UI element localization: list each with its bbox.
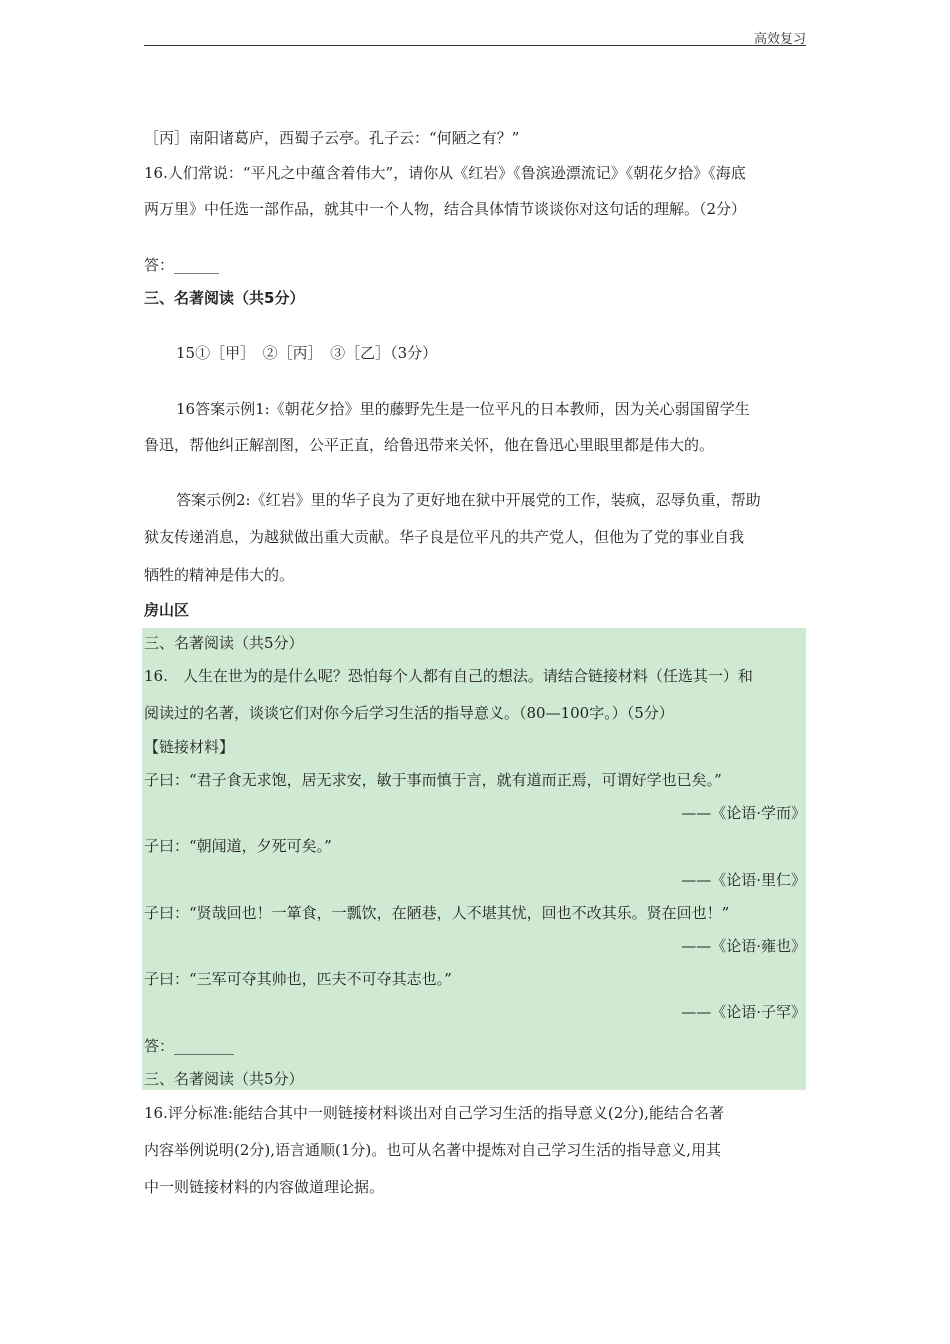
- answer-16-example-1-line-2: 鲁迅，帮他纠正解剖图，公平正直，给鲁迅带来关怀，他在鲁迅心里眼里都是伟大的。: [144, 436, 715, 454]
- question-16-line-2: 两万里》中任选一部作品，就其中一个人物，结合具体情节谈谈你对这句话的理解。（2分）: [144, 200, 747, 218]
- quote-text: 子曰：“贤哉回也！一箪食，一瓢饮，在陋巷，人不堪其忧，回也不改其乐。贤在回也！”: [144, 904, 730, 922]
- header-label: 高效复习: [753, 32, 806, 47]
- answer-15: 15①［甲］ ②［丙］ ③［乙］（3分）: [176, 344, 438, 362]
- band-answer-blank: 答：________: [144, 1037, 235, 1055]
- answer-16-example-2-line-1: 答案示例2:《红岩》里的华子良为了更好地在狱中开展党的工作，装疯，忍辱负重，帮助: [176, 491, 761, 509]
- question-16-line-1: 16.人们常说：“平凡之中蕴含着伟大”，请你从《红岩》《鲁滨逊漂流记》《朝花夕拾》《海底: [144, 164, 746, 182]
- answer-16-example-2-line-2: 狱友传递消息，为越狱做出重大贡献。华子良是位平凡的共产党人，但他为了党的事业自我: [144, 528, 745, 546]
- materials-label: 【链接材料】: [144, 738, 235, 756]
- header-rule: [144, 45, 806, 46]
- quote-text: 子曰：“三军可夺其帅也，匹夫不可夺其志也。”: [144, 970, 452, 988]
- section-title: 三、名著阅读（共5分）: [144, 289, 305, 307]
- prompt-line: ［丙］南阳诸葛庐，西蜀子云亭。孔子云：“何陋之有？”: [144, 129, 520, 147]
- quote-text: 子曰：“朝闻道，夕死可矣。”: [144, 837, 332, 855]
- quote-text: 子曰：“君子食无求饱，居无求安，敏于事而慎于言，就有道而正焉，可谓好学也已矣。”: [144, 771, 722, 789]
- answer-16-example-1-line-1: 16答案示例1:《朝花夕拾》里的藤野先生是一位平凡的日本教师，因为关心弱国留学生: [176, 400, 750, 418]
- quote-source: ——《论语·子罕》: [681, 1003, 806, 1021]
- district-heading: 房山区: [144, 601, 190, 619]
- band-question-line-2: 阅读过的名著，谈谈它们对你今后学习生活的指导意义。（80—100字。）（5分）: [144, 704, 674, 722]
- scoring-line-1: 16.评分标准:能结合其中一则链接材料谈出对自己学习生活的指导意义(2分),能结合名著: [144, 1104, 724, 1122]
- quote-source: ——《论语·雍也》: [681, 937, 806, 955]
- quote-source: ——《论语·学而》: [681, 804, 806, 822]
- band-section-title: 三、名著阅读（共5分）: [144, 634, 304, 652]
- scoring-line-3: 中一则链接材料的内容做道理论据。: [144, 1178, 385, 1196]
- quote-source: ——《论语·里仁》: [681, 871, 806, 889]
- answer-16-example-2-line-3: 牺牲的精神是伟大的。: [144, 566, 295, 584]
- scoring-line-2: 内容举例说明(2分),语言通顺(1分)。也可从名著中提炼对自己学习生活的指导意义,用其: [144, 1141, 722, 1159]
- answer-blank: 答：______: [144, 256, 220, 274]
- band-section-title-2: 三、名著阅读（共5分）: [144, 1070, 304, 1088]
- band-question-line-1: 16. 人生在世为的是什么呢？恐怕每个人都有自己的想法。请结合链接材料（任选其一）和: [144, 667, 753, 685]
